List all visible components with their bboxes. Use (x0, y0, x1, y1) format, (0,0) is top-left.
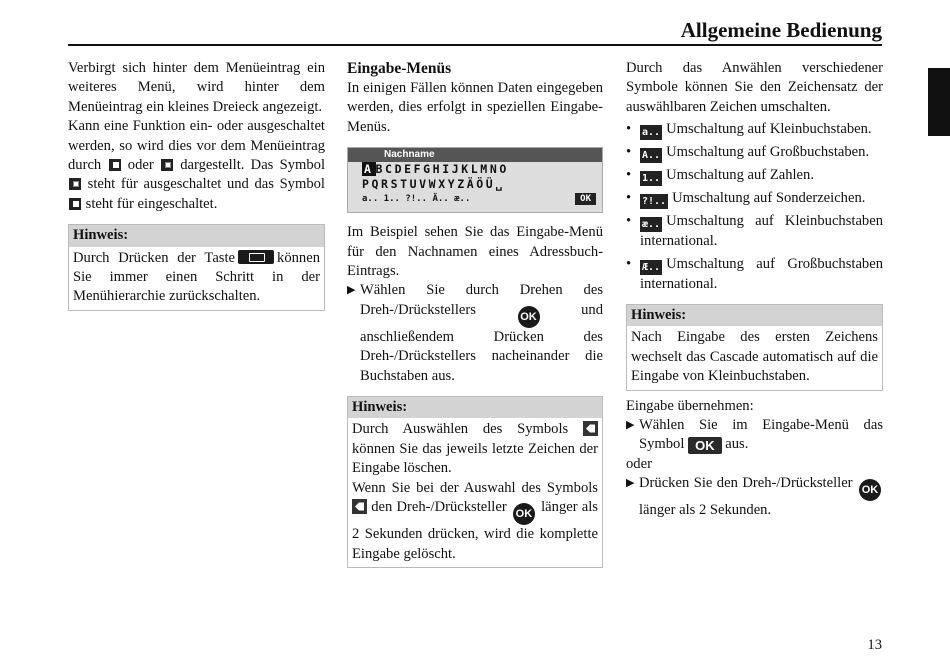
or-text: oder (626, 455, 652, 472)
charset-list-item (626, 166, 883, 186)
ok-knob-icon: OK (859, 479, 881, 501)
arrow-icon: ▶ (347, 284, 356, 297)
instruction-step: ▶ Wählen Sie durch Drehen des Dreh-/Drückstellers OK und anschließendem Drücken des Dreh-/Drückstellers nacheinander die Buchstaben aus. (347, 282, 603, 384)
bullet-dot: • (626, 144, 632, 161)
charset-list-item (626, 143, 883, 163)
note-box (347, 396, 603, 568)
back-key-icon (238, 250, 274, 264)
charset-list (626, 120, 883, 294)
charset-list-item (626, 120, 883, 140)
header-rule (68, 44, 882, 46)
charset-list-item (626, 212, 883, 251)
bullet-dot: • (626, 255, 632, 272)
paragraph-confirm: Eingabe übernehmen: (626, 397, 754, 414)
ok-knob-icon: OK (518, 306, 540, 328)
charset-symbol-icon: a.. (642, 127, 661, 139)
note-body: Nach Eingabe des ersten Zeichens wechselt das Cascade automatisch auf die Eingabe von Kleinbuchstaben. (631, 329, 878, 385)
checkbox-off-icon (68, 197, 82, 211)
screen-title: Nachname (348, 148, 602, 162)
note-heading: Hinweis: (627, 305, 882, 326)
charset-description: Umschaltung auf Zahlen. (666, 167, 814, 184)
checkbox-on-icon (160, 158, 174, 172)
charset-symbol-icon: ?!.. (642, 196, 667, 208)
note-body: Durch Drücken der Taste können Sie immer einen Schritt in der Menühierarchie zurückschalten. (73, 249, 320, 305)
charset-row: a.. 1.. ?!.. Ä.. æ.. OK (348, 192, 602, 206)
paragraph-charset: Durch das Anwählen verschiedener Symbole können Sie den Zeichensatz der auswählbaren Zeichen umschalten. (626, 60, 883, 115)
charset-symbol-icon: 1.. (642, 173, 661, 185)
column-2 (347, 59, 603, 568)
ok-knob-icon: OK (513, 503, 535, 525)
input-menu-screenshot (347, 147, 603, 213)
letter-row-1: A BCDEFGHIJKLMNO (364, 162, 509, 177)
charset-description: Umschaltung auf Großbuchstaben international. (640, 255, 883, 292)
bullet-dot: • (626, 213, 632, 230)
bullet-dot: • (626, 190, 632, 207)
delete-char-icon (583, 421, 598, 436)
checkbox-on-icon (68, 177, 82, 191)
letter-row-2: PQRSTUVWXYZÄÖÜ␣ (362, 177, 505, 192)
charset-list-item (626, 189, 883, 209)
charset-description: Umschaltung auf Sonderzeichen. (672, 190, 866, 207)
charset-description: Umschaltung auf Kleinbuchstaben international. (640, 213, 883, 250)
screen-ok-button: OK (575, 193, 596, 205)
note-heading: Hinweis: (348, 397, 602, 418)
note-body: Durch Auswählen des Symbols können Sie das jeweils letzte Zeichen der Eingabe löschen. Wenn Sie bei der Auswahl des Symbols den Dreh-/Drücksteller OK länger als 2 Sekunden drücken, wird die komplette Eingabe gelöscht. (352, 421, 598, 562)
instruction-step: ▶ Wählen Sie im Eingabe-Menü das Symbol OK aus. (626, 417, 883, 454)
charset-symbol-icon: A.. (642, 150, 661, 162)
note-box (68, 224, 325, 311)
charset-symbol-icon: Æ.. (642, 261, 661, 273)
ok-symbol-icon: OK (688, 437, 722, 454)
page-header-title: Allgemeine Bedienung (680, 18, 882, 42)
column-3 (626, 59, 883, 521)
paragraph-intro: In einigen Fällen können Daten eingegeben werden, dies erfolgt in speziellen Eingabe-Menüs. (347, 80, 603, 135)
checkbox-off-icon (108, 158, 122, 172)
paragraph-submenu: Verbirgt sich hinter dem Menüeintrag ein weiteres Menü, wird hinter dem Menüeintrag ein kleines Dreieck angezeigt. (68, 60, 325, 115)
charset-list-item (626, 255, 883, 294)
charset-description: Umschaltung auf Kleinbuchstaben. (666, 121, 872, 138)
paragraph-toggle: Kann eine Funktion ein- oder ausgeschaltet werden, so wird dies vor dem Menüeintrag durch oder dargestellt. Das Symbol steht für ausgeschaltet und das Symbol steht für eingeschaltet. (68, 118, 326, 212)
charset-description: Umschaltung auf Großbuchstaben. (666, 144, 870, 161)
note-heading: Hinweis: (69, 225, 324, 246)
page-number: 13 (867, 637, 882, 653)
arrow-icon: ▶ (626, 477, 635, 490)
bullet-dot: • (626, 167, 632, 184)
delete-char-icon (352, 499, 367, 514)
arrow-icon: ▶ (626, 419, 635, 432)
column-1 (68, 59, 325, 311)
section-tab (928, 68, 950, 136)
section-heading: Eingabe-Menüs (347, 60, 452, 77)
paragraph-example: Im Beispiel sehen Sie das Eingabe-Menü für den Nachnamen eines Adressbuch-Eintrags. (347, 224, 603, 280)
charset-symbol-icon: æ.. (642, 219, 661, 231)
note-box (626, 304, 883, 391)
bullet-dot: • (626, 121, 632, 138)
instruction-step: ▶ Drücken Sie den Dreh-/Drücksteller OK länger als 2 Sekunden. (626, 474, 883, 520)
